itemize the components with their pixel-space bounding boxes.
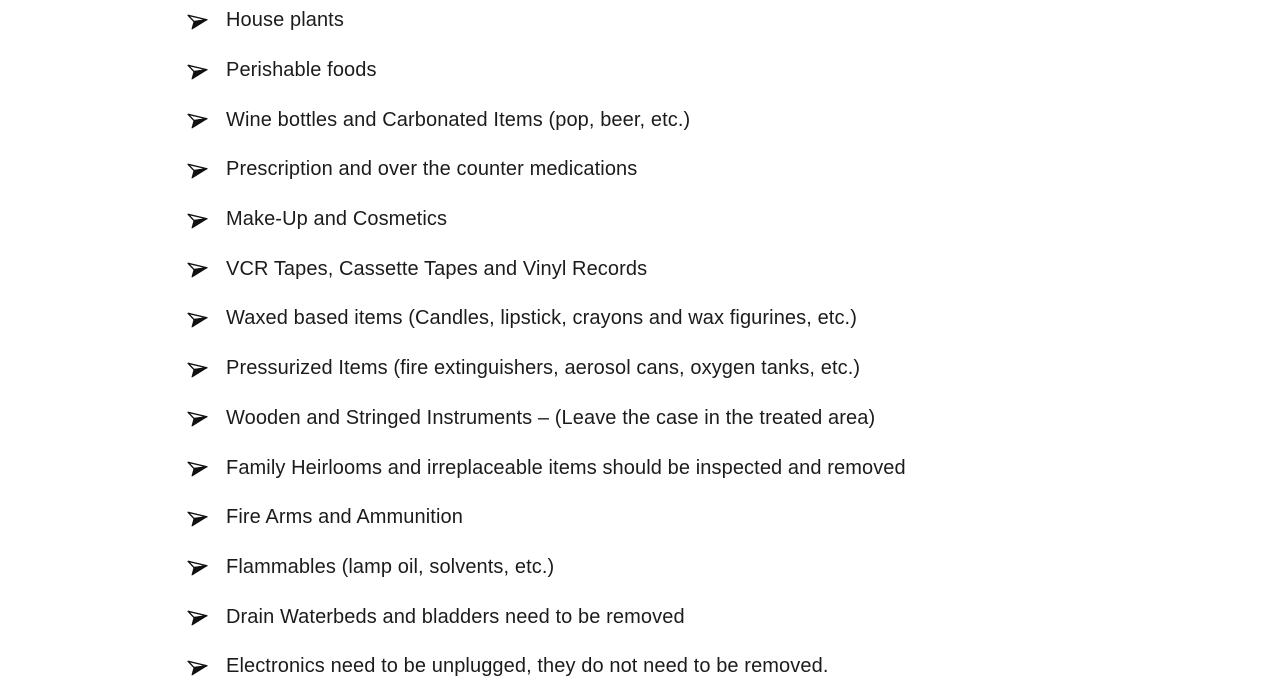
list-item-text: Fire Arms and Ammunition	[226, 506, 463, 529]
list-item	[188, 344, 906, 394]
arrowhead-bullet-icon	[187, 309, 209, 330]
arrowhead-bullet-icon	[187, 458, 209, 479]
list-item-text: Waxed based items (Candles, lipstick, crayons and wax figurines, etc.)	[226, 307, 857, 330]
list-item	[188, 95, 906, 145]
arrowhead-bullet-icon	[187, 60, 209, 81]
list-item	[188, 145, 906, 195]
list-item	[188, 244, 906, 294]
arrowhead-bullet-icon	[187, 110, 209, 131]
list-item	[188, 642, 906, 692]
list-item	[188, 592, 906, 642]
arrowhead-bullet-icon	[187, 656, 209, 677]
list-item-text: Electronics need to be unplugged, they do not need to be removed.	[226, 655, 829, 678]
arrowhead-bullet-icon	[187, 408, 209, 429]
list-item-text: Prescription and over the counter medications	[226, 158, 638, 181]
arrowhead-bullet-icon	[187, 11, 209, 32]
list-item	[188, 0, 906, 46]
list-item-text: Pressurized Items (fire extinguishers, aerosol cans, oxygen tanks, etc.)	[226, 357, 861, 380]
list-item	[188, 543, 906, 593]
arrowhead-bullet-icon	[187, 358, 209, 379]
list-item-text: Wooden and Stringed Instruments – (Leave the case in the treated area)	[226, 406, 876, 429]
arrowhead-bullet-icon	[187, 557, 209, 578]
arrowhead-bullet-icon	[187, 607, 209, 628]
arrowhead-bullet-icon	[187, 507, 209, 528]
list-item-text: Wine bottles and Carbonated Items (pop, beer, etc.)	[226, 108, 691, 131]
list-item-text: VCR Tapes, Cassette Tapes and Vinyl Records	[226, 257, 648, 280]
list-item-text: Flammables (lamp oil, solvents, etc.)	[226, 555, 555, 578]
list-item	[188, 394, 906, 444]
list-item-text: Make-Up and Cosmetics	[226, 208, 448, 231]
list-item-text: Drain Waterbeds and bladders need to be removed	[226, 605, 685, 628]
bulleted-list	[188, 0, 906, 692]
arrowhead-bullet-icon	[187, 209, 209, 230]
list-item-text: House plants	[226, 9, 344, 32]
list-item-text: Perishable foods	[226, 59, 377, 82]
list-item	[188, 493, 906, 543]
list-item-text: Family Heirlooms and irreplaceable items should be inspected and removed	[226, 456, 906, 479]
arrowhead-bullet-icon	[187, 160, 209, 181]
arrowhead-bullet-icon	[187, 259, 209, 280]
list-item	[188, 46, 906, 96]
list-item	[188, 443, 906, 493]
list-item	[188, 294, 906, 344]
list-item	[188, 195, 906, 245]
